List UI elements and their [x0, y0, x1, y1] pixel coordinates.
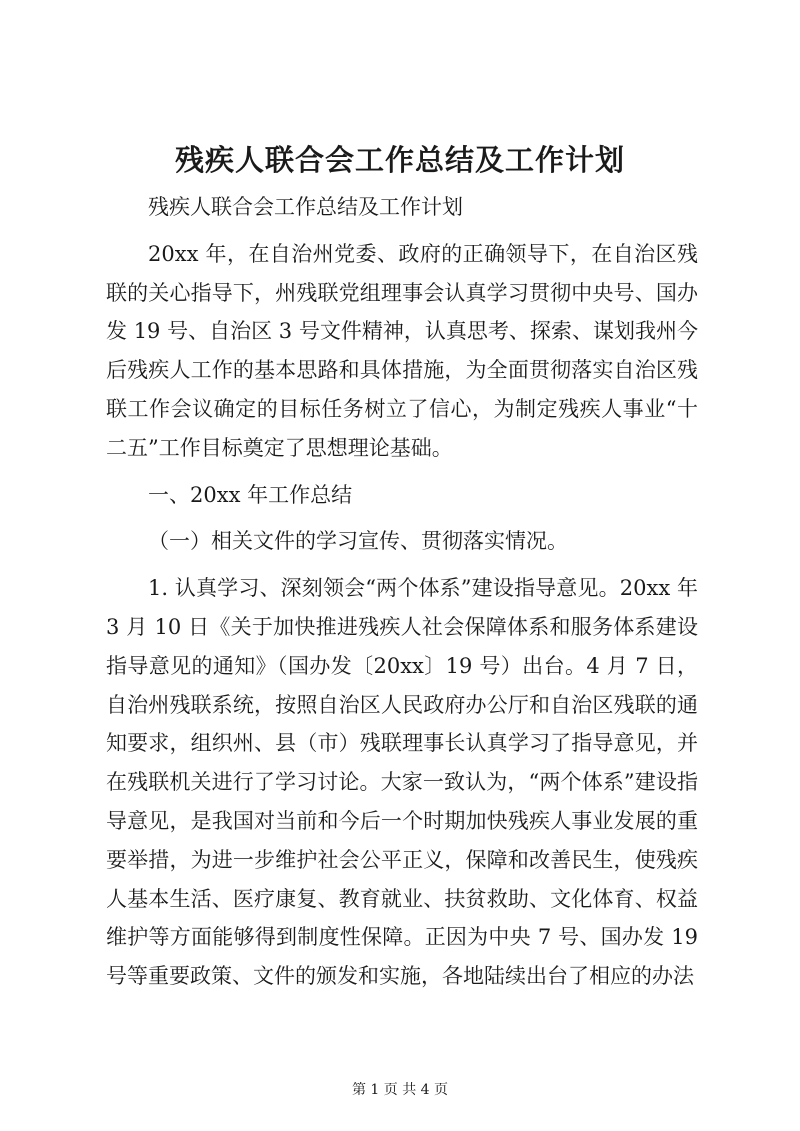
subsection-heading: （一）相关文件的学习宣传、贯彻落实情况。	[148, 529, 568, 554]
intro-paragraph: 20xx 年，在自治州党委、政府的正确领导下，在自治区残联的关心指导下，州残联党组理事会认真学习贯彻中央号、国办发 19 号、自治区 3 号文件精神，认真思考、探索、谋划我州今后残疾人工作的基本思路和具体措施，为全面贯彻落实自治区残联工作会议确定的目标任务树立了信心，为制定残疾人事业“十二五”工作目标奠定了思想理论基础。	[106, 241, 698, 460]
document-title: 残疾人联合会工作总结及工作计划	[174, 143, 625, 177]
section-heading: 一、20xx 年工作总结	[148, 482, 353, 507]
page-footer: 第 1 页 共 4 页	[351, 1082, 449, 1098]
body-paragraph: 1. 认真学习、深刻领会“两个体系”建设指导意见。20xx 年 3 月 10 日《关于加快推进残疾人社会保障体系和服务体系建设指导意见的通知》（国办发〔20xx〕19 号）出台。4 月 7 日，自治州残联系统，按照自治区人民政府办公厅和自治区残联的通知要求，组织州、县（市）残联理事长认真学习了指导意见，并在残联机关进行了学习讨论。大家一致认为，“两个体系”建设指导意见，是我国对当前和今后一个时期加快残疾人事业发展的重要举措，为进一步维护社会公平正义，保障和改善民生，使残疾人基本生活、医疗康复、教育就业、扶贫救助、文化体育、权益维护等方面能够得到制度性保障。正因为中央 7 号、国办发 19 号等重要政策、文件的颁发和实施，各地陆续出台了相应的办法	[106, 576, 698, 989]
document-body	[106, 188, 698, 996]
subtitle-paragraph: 残疾人联合会工作总结及工作计划	[148, 195, 463, 219]
